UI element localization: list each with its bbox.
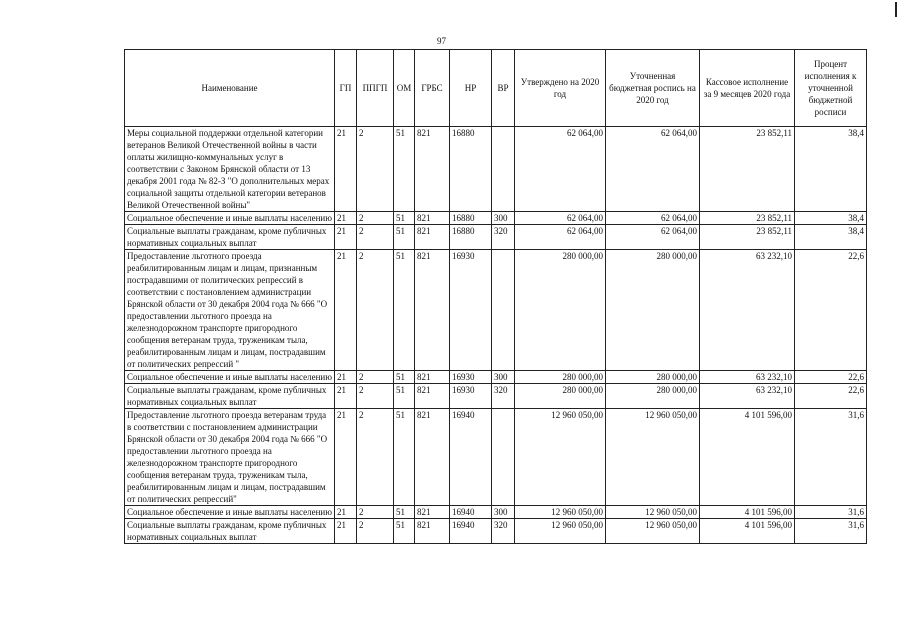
cell-nr: 16940 [450,409,492,506]
cell-ppgp: 2 [357,250,394,371]
cell-vr: 300 [492,371,515,384]
cell-gp: 21 [335,506,357,519]
cell-cash: 23 852,11 [700,225,795,250]
cell-cash: 63 232,10 [700,371,795,384]
cell-refined: 280 000,00 [606,371,700,384]
cell-om: 51 [394,127,415,212]
cell-cash: 23 852,11 [700,212,795,225]
cell-ppgp: 2 [357,371,394,384]
cell-ppgp: 2 [357,519,394,544]
cell-refined: 280 000,00 [606,250,700,371]
cell-ppgp: 2 [357,384,394,409]
cell-vr: 320 [492,384,515,409]
cell-om: 51 [394,384,415,409]
cell-gp: 21 [335,519,357,544]
cell-nr: 16930 [450,371,492,384]
cell-approved: 280 000,00 [515,384,606,409]
cell-approved: 280 000,00 [515,371,606,384]
table-body [125,127,867,544]
header-vr: ВР [492,50,515,127]
cell-nr: 16930 [450,250,492,371]
cell-cash: 63 232,10 [700,250,795,371]
cell-refined: 12 960 050,00 [606,506,700,519]
cell-vr [492,127,515,212]
table-row [125,225,867,250]
cell-name: Социальные выплаты гражданам, кроме публичных нормативных социальных выплат [125,225,335,250]
cell-grbs: 821 [415,519,450,544]
cell-ppgp: 2 [357,225,394,250]
cell-refined: 62 064,00 [606,212,700,225]
cell-nr: 16880 [450,225,492,250]
cell-percent: 31,6 [795,506,867,519]
cell-om: 51 [394,519,415,544]
cell-grbs: 821 [415,225,450,250]
cell-gp: 21 [335,371,357,384]
cell-om: 51 [394,371,415,384]
cell-percent: 31,6 [795,519,867,544]
page-number: 97 [437,36,446,46]
cell-approved: 280 000,00 [515,250,606,371]
cell-name: Предоставление льготного проезда ветеранам труда в соответствии с постановлением администрации Брянской области от 30 декабря 2004 года № 666 "О предоставлении льготного проезда на железнодорожном транспорте пригородного сообщения ветеранам труда, труженикам тыла, реабилитированным лицам и лицам, пострадавшим от политических репрессий" [125,409,335,506]
cell-vr [492,409,515,506]
cell-vr: 320 [492,519,515,544]
cell-percent: 22,6 [795,384,867,409]
header-name: Наименование [125,50,335,127]
cell-grbs: 821 [415,250,450,371]
cell-om: 51 [394,225,415,250]
table-row [125,519,867,544]
cell-gp: 21 [335,250,357,371]
cell-approved: 12 960 050,00 [515,506,606,519]
header-gp: ГП [335,50,357,127]
cell-vr: 300 [492,506,515,519]
cell-gp: 21 [335,127,357,212]
cell-refined: 62 064,00 [606,127,700,212]
cell-name: Предоставление льготного проезда реабилитированным лицам и лицам, признанным пострадавшими от политических репрессий в соответствии с постановлением администрации Брянской области от 30 декабря 2004 года № 666 "О предоставлении льготного проезда на железнодорожном транспорте пригородного сообщения ветеранам труда, труженикам тыла, реабилитированным лицам и лицам, пострадавшим от политических репрессий " [125,250,335,371]
cell-grbs: 821 [415,506,450,519]
table-row [125,212,867,225]
cell-om: 51 [394,250,415,371]
header-om: ОМ [394,50,415,127]
cell-cash: 4 101 596,00 [700,519,795,544]
cell-approved: 12 960 050,00 [515,519,606,544]
cell-refined: 62 064,00 [606,225,700,250]
cell-vr: 320 [492,225,515,250]
cell-approved: 62 064,00 [515,225,606,250]
cell-name: Меры социальной поддержки отдельной категории ветеранов Великой Отечественной войны в части оплаты жилищно-коммунальных услуг в соответствии с Законом Брянской области от 13 декабря 2001 года № 82-З "О дополнительных мерах социальной защиты отдельной категории ветеранов Великой Отечественной войны" [125,127,335,212]
cell-approved: 12 960 050,00 [515,409,606,506]
cell-gp: 21 [335,409,357,506]
table-row [125,250,867,371]
cell-gp: 21 [335,225,357,250]
cell-percent: 38,4 [795,225,867,250]
cell-ppgp: 2 [357,212,394,225]
cell-nr: 16930 [450,384,492,409]
cell-percent: 38,4 [795,212,867,225]
header-cash: Кассовое исполнение за 9 месяцев 2020 года [700,50,795,127]
cell-nr: 16880 [450,127,492,212]
cell-percent: 22,6 [795,250,867,371]
cell-name: Социальное обеспечение и иные выплаты населению [125,371,335,384]
cell-vr [492,250,515,371]
cell-refined: 12 960 050,00 [606,519,700,544]
cell-cash: 63 232,10 [700,384,795,409]
cell-grbs: 821 [415,384,450,409]
table-row [125,127,867,212]
cell-name: Социальные выплаты гражданам, кроме публичных нормативных социальных выплат [125,519,335,544]
header-nr: НР [450,50,492,127]
cell-approved: 62 064,00 [515,212,606,225]
cell-cash: 4 101 596,00 [700,506,795,519]
cell-ppgp: 2 [357,127,394,212]
cell-om: 51 [394,212,415,225]
cell-name: Социальное обеспечение и иные выплаты населению [125,506,335,519]
cell-refined: 12 960 050,00 [606,409,700,506]
table-row [125,371,867,384]
header-refined: Уточненная бюджетная роспись на 2020 год [606,50,700,127]
header-ppgp: ППГП [357,50,394,127]
cell-cash: 23 852,11 [700,127,795,212]
table-header-row [125,50,867,127]
cell-vr: 300 [492,212,515,225]
header-percent: Процент исполнения к уточненной бюджетной росписи [795,50,867,127]
cell-om: 51 [394,506,415,519]
cell-refined: 280 000,00 [606,384,700,409]
cell-percent: 22,6 [795,371,867,384]
cell-name: Социальные выплаты гражданам, кроме публичных нормативных социальных выплат [125,384,335,409]
scan-edge-mark [895,2,897,17]
cell-nr: 16880 [450,212,492,225]
cell-percent: 38,4 [795,127,867,212]
cell-gp: 21 [335,384,357,409]
header-grbs: ГРБС [415,50,450,127]
cell-gp: 21 [335,212,357,225]
cell-grbs: 821 [415,127,450,212]
cell-om: 51 [394,409,415,506]
cell-grbs: 821 [415,371,450,384]
cell-grbs: 821 [415,212,450,225]
cell-grbs: 821 [415,409,450,506]
cell-approved: 62 064,00 [515,127,606,212]
budget-execution-table [124,49,867,544]
table-row [125,409,867,506]
header-approved: Утверждено на 2020 год [515,50,606,127]
cell-nr: 16940 [450,506,492,519]
cell-ppgp: 2 [357,506,394,519]
cell-ppgp: 2 [357,409,394,506]
cell-name: Социальное обеспечение и иные выплаты населению [125,212,335,225]
cell-cash: 4 101 596,00 [700,409,795,506]
table-row [125,506,867,519]
cell-nr: 16940 [450,519,492,544]
table-row [125,384,867,409]
cell-percent: 31,6 [795,409,867,506]
